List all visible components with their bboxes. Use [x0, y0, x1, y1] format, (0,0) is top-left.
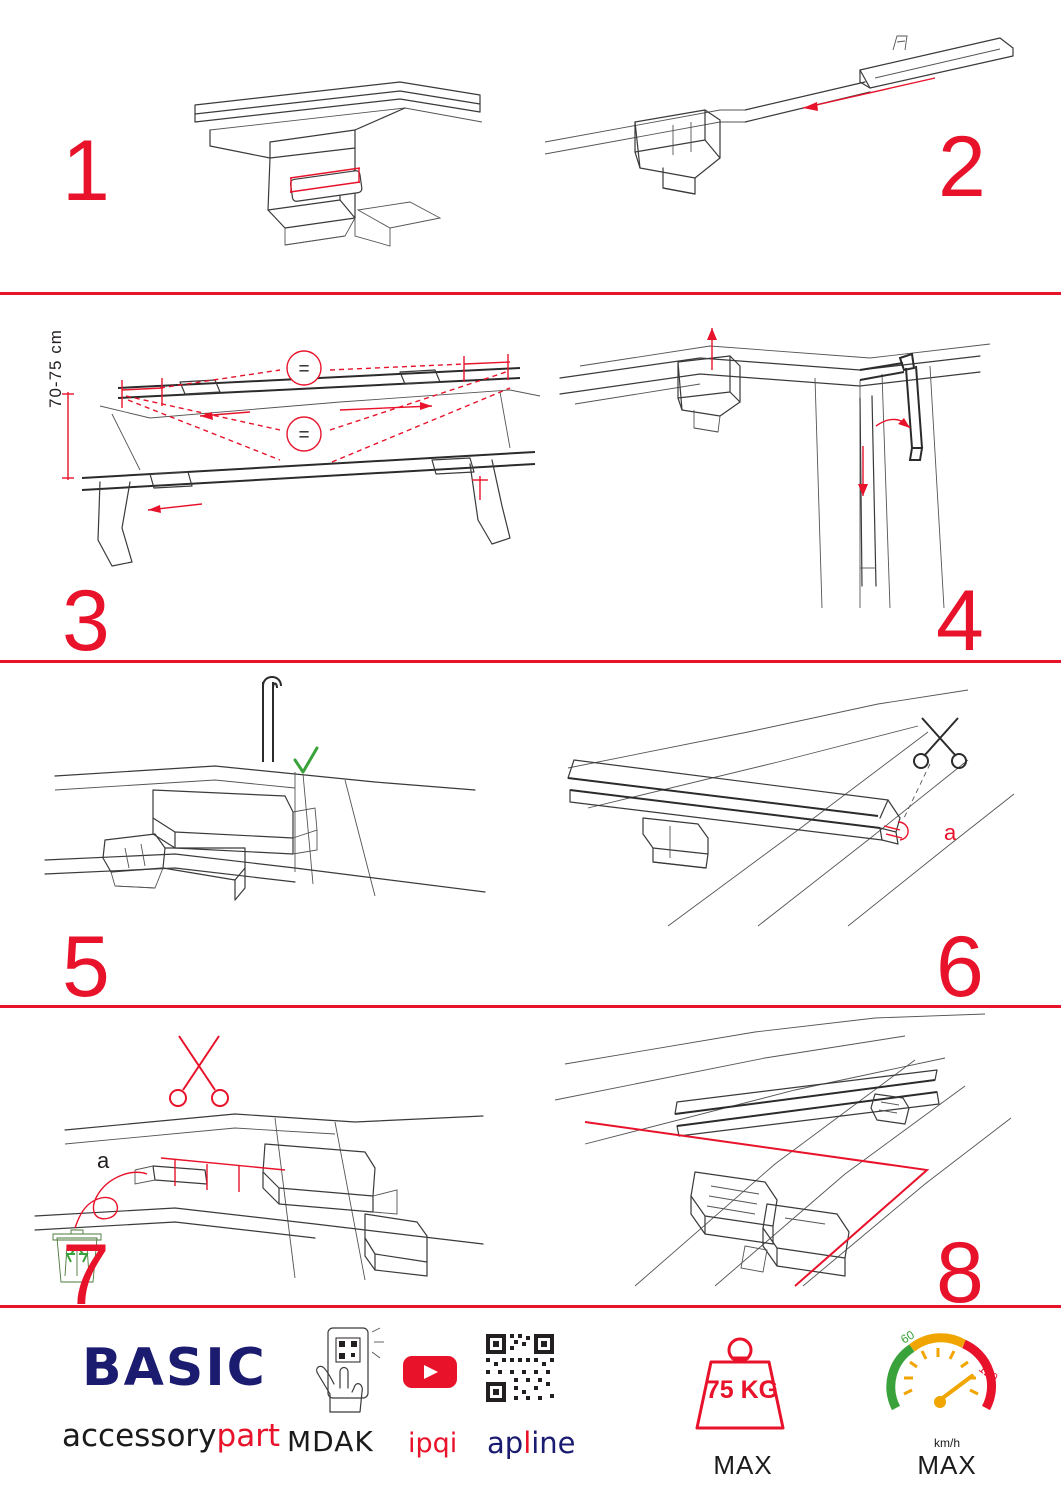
- qr-hand-icon: [310, 1326, 390, 1418]
- step-1-illustration: [150, 60, 490, 270]
- step-8-number: 8: [936, 1225, 984, 1321]
- section-divider-3: [0, 1005, 1061, 1008]
- speed-unit-label: km/h: [933, 1436, 960, 1450]
- svg-text:=: =: [298, 359, 310, 380]
- step-5-illustration: [45, 672, 485, 932]
- load-limit-value: 75 KG: [705, 1376, 779, 1404]
- ipqi-label: ipqi: [408, 1428, 458, 1459]
- svg-text:=: =: [298, 425, 310, 446]
- speedometer-icon: [882, 1324, 1002, 1439]
- step-6-illustration: [548, 690, 1018, 930]
- footer-brand-bar: [0, 1308, 1061, 1500]
- step-3-dimension-label: 70-75 cm: [46, 329, 65, 408]
- step-7-marker-label: a: [97, 1148, 110, 1173]
- step-1-number: 1: [62, 123, 110, 219]
- step-2-number: 2: [938, 119, 986, 215]
- youtube-icon[interactable]: [402, 1352, 458, 1392]
- speed-limit-max-label: MAX: [917, 1450, 977, 1480]
- step-3-illustration: [40, 330, 560, 570]
- step-5-number: 5: [62, 919, 110, 1015]
- step-6-marker-label: a: [944, 820, 957, 845]
- basic-logo: BASIC: [82, 1338, 267, 1398]
- mdak-label: MDAK: [287, 1425, 374, 1458]
- step-7-number: 7: [62, 1227, 110, 1323]
- accessorypart-red: part: [216, 1418, 281, 1454]
- step-3-number: 3: [62, 573, 110, 669]
- step-6-number: 6: [936, 919, 984, 1015]
- section-divider-2: [0, 660, 1061, 663]
- accessorypart-dark: accessory: [62, 1418, 217, 1454]
- qr-code-icon: [484, 1332, 556, 1404]
- svg-text:60: 60: [898, 1327, 917, 1347]
- svg-text:120: 120: [976, 1361, 1001, 1385]
- accessorypart-wordmark: [62, 1418, 280, 1454]
- step-4-number: 4: [936, 573, 984, 669]
- apline-label: apline: [487, 1426, 576, 1460]
- section-divider-1: [0, 292, 1061, 295]
- load-limit-max-label: MAX: [713, 1450, 773, 1480]
